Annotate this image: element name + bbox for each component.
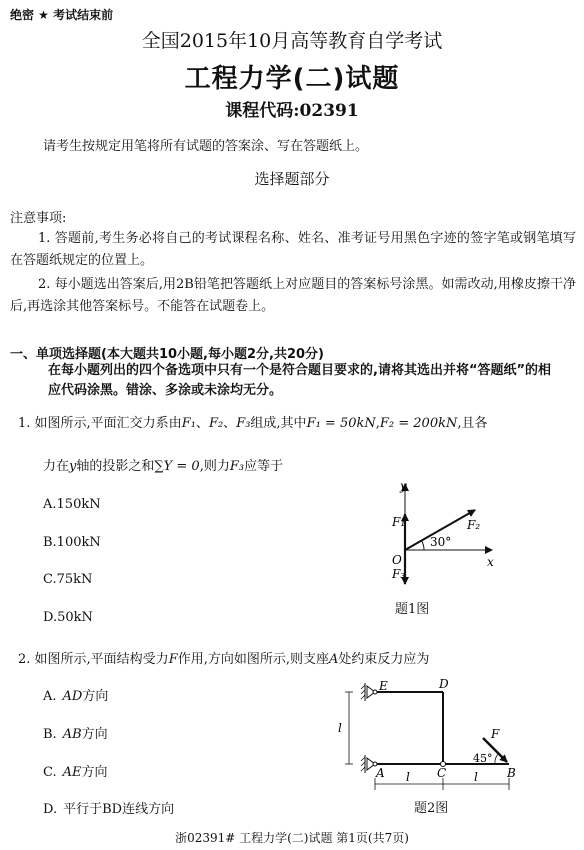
q2-option-a-rest: 方向: [82, 689, 109, 704]
q1-text-a: 如图所示,平面汇交力系由: [34, 416, 182, 431]
fig1-origin-label: O: [392, 553, 402, 567]
q1-line2-b: 轴的投影之和: [76, 459, 155, 474]
support-a: [361, 755, 377, 773]
q1-sum: ∑Y = 0: [154, 459, 200, 474]
q2-text-c: 处约束反力应为: [338, 652, 430, 667]
q1-line-2: [43, 455, 283, 474]
notes-item-2: 2. 每小题选出答案后,用2B铅笔把答题纸上对应题目的答案标号涂黑。如需改动,用橡皮擦干净后,再选涂其他答案标号。不能答在试题卷上。: [10, 277, 576, 314]
fig1-y-label: y: [400, 479, 407, 493]
section-title: 选择题部分: [254, 170, 330, 188]
course-code: 课程代码:02391: [225, 101, 359, 121]
q2-option-b-letter: B.: [43, 727, 57, 742]
fig2-label-e: E: [379, 679, 388, 693]
q2-text-a: 如图所示,平面结构受力: [34, 652, 169, 667]
q2-option-b-var: AB: [62, 727, 82, 742]
q1-figure-caption: 题1图: [395, 602, 430, 617]
fig2-label-f: F: [491, 727, 500, 741]
fig1-f2-label: F₂: [467, 518, 481, 532]
q1-line2-c: ,则力: [199, 459, 230, 474]
q1-line2-a: 力在: [43, 459, 70, 474]
q1-f3: F₃: [236, 416, 251, 431]
q2-option-c-letter: C.: [43, 765, 57, 780]
q2-option-a-letter: A.: [43, 689, 57, 704]
q2-option-d[interactable]: [43, 798, 174, 817]
q1-number: 1.: [18, 416, 31, 431]
q2-option-a[interactable]: [43, 685, 108, 704]
q2-option-c[interactable]: [43, 761, 108, 780]
q1-line-1: [18, 412, 488, 431]
q1-sep1: 、: [195, 416, 209, 431]
fig2-label-d: D: [439, 677, 449, 691]
page-footer: 浙02391# 工程力学(二)试题 第1页(共7页): [175, 831, 409, 845]
q1-comma: ,: [375, 416, 380, 431]
fig2-dim-l-left: l: [406, 770, 410, 784]
fig1-f3-label: F₃: [392, 567, 406, 581]
q1-sep2: 、: [223, 416, 237, 431]
part1-heading: 一、单项选择题(本大题共10小题,每小题2分,共20分): [10, 347, 324, 362]
q2-option-d-rest: 平行于BD连线方向: [63, 802, 175, 817]
q1-text-c: ,且各: [457, 416, 488, 431]
angle-arc-45: [495, 754, 498, 764]
q2-figure-caption: 题2图: [414, 801, 449, 816]
notes-heading: 注意事项:: [10, 211, 67, 226]
fig1-angle-label: 30°: [430, 535, 452, 549]
q1-eq1: F₁ = 50kN: [306, 416, 376, 431]
angle-arc: [422, 541, 425, 551]
q2-figure: [335, 676, 525, 798]
fig2-dim-l-right: l: [474, 770, 478, 784]
instruction: 请考生按规定用笔将所有试题的答案涂、写在答题纸上。: [43, 139, 369, 154]
q2-support-a: A: [328, 652, 339, 667]
support-e: [361, 683, 377, 701]
q1-line2-f3: F₃: [229, 459, 245, 474]
q2-number: 2.: [18, 652, 31, 667]
q1-f1: F₁: [181, 416, 196, 431]
fig1-x-label: x: [487, 555, 494, 569]
q2-option-c-rest: 方向: [81, 765, 108, 780]
q2-option-b-rest: 方向: [81, 727, 108, 742]
q2-option-b[interactable]: [43, 723, 108, 742]
notes-item-1: 1. 答题前,考生务必将自己的考试课程名称、姓名、准考证号用黑色字迹的签字笔或钢笔填写在答题纸规定的位置上。: [10, 231, 576, 268]
fig2-label-c: C: [437, 766, 447, 780]
fig2-angle-label: 45°: [473, 752, 493, 765]
fig2-label-a: A: [376, 766, 385, 780]
fig2-label-b: B: [507, 766, 516, 780]
paper-title: 工程力学(二)试题: [184, 64, 400, 94]
fig2-dim-l-vertical: l: [338, 721, 342, 735]
exam-title: 全国2015年10月高等教育自学考试: [141, 30, 443, 52]
fig1-f1-label: F₁: [392, 515, 406, 529]
q1-option-d[interactable]: D.50kN: [43, 610, 93, 625]
q1-f2: F₂: [208, 416, 224, 431]
q1-eq2: F₂ = 200kN: [379, 416, 458, 431]
q2-option-d-letter: D.: [43, 802, 58, 817]
q1-line2-d: 应等于: [244, 459, 284, 474]
q1-figure: [380, 478, 510, 613]
q1-text-b: 组成,其中: [250, 416, 307, 431]
part1-description: 在每小题列出的四个备选项中只有一个是符合题目要求的,请将其选出并将“答题纸”的相应代码涂黑。错涂、多涂或未涂均无分。: [48, 363, 552, 398]
q2-text-b: 作用,方向如图所示,则支座: [177, 652, 329, 667]
q1-option-b[interactable]: B.100kN: [43, 535, 101, 550]
q1-y-axis: y: [69, 459, 77, 474]
q1-option-c[interactable]: C.75kN: [43, 572, 93, 587]
q2-line-1: [18, 648, 429, 667]
q2-option-c-var: AE: [62, 765, 82, 780]
q2-force-f: F: [168, 652, 178, 667]
secret-tag: 绝密 ★ 考试结束前: [10, 8, 114, 22]
q1-option-a[interactable]: A.150kN: [43, 497, 101, 512]
q2-option-a-var: AD: [62, 689, 83, 704]
